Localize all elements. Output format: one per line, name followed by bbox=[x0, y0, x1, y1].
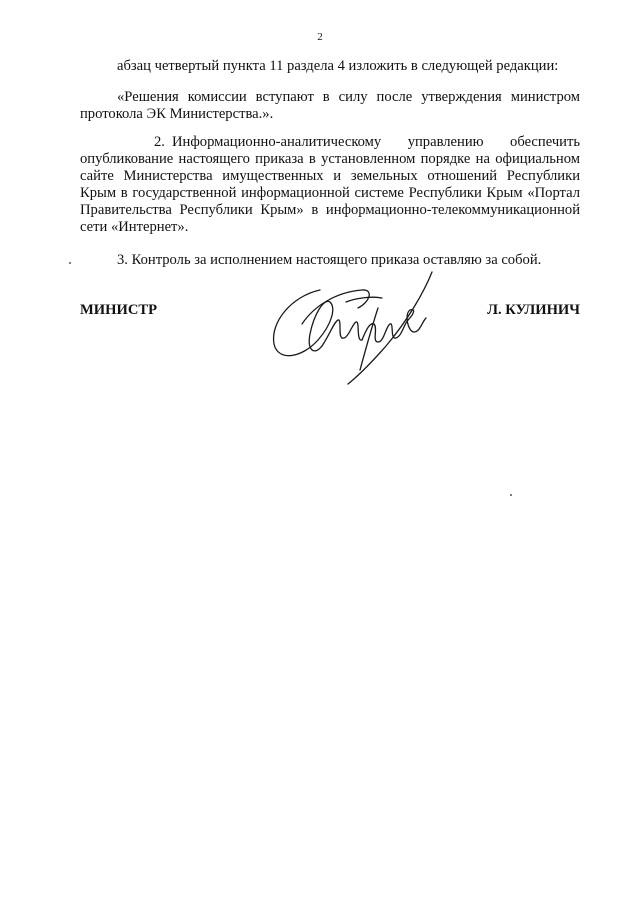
paragraph-item-3: 3. Контроль за исполнением настоящего приказа оставляю за собой. bbox=[117, 252, 542, 268]
paragraph-item-2 bbox=[80, 134, 580, 236]
signatory-name: Л. КУЛИНИЧ bbox=[487, 302, 580, 318]
scan-speck bbox=[510, 494, 512, 496]
paragraph-quoted-amendment: «Решения комиссии вступают в силу после утверждения министром протокола ЭК Министерства.». bbox=[80, 89, 580, 122]
handwritten-signature bbox=[262, 262, 452, 387]
item-text: Информационно-аналитическому управлению обеспечить опубликование настоящего приказа в установленном порядке на официальном сайте Министерства имущественных и земельных отношений Республики Крым в государственной информационной системе Республики Крым «Портал Правительства Республики Крым» в информационно-телекоммуникационной сети «Интернет». bbox=[80, 134, 580, 235]
paragraph-amendment-intro: абзац четвертый пункта 11 раздела 4 изложить в следующей редакции: bbox=[117, 58, 559, 74]
scan-speck bbox=[69, 262, 71, 264]
page-number: 2 bbox=[317, 31, 323, 43]
item-number: 2. bbox=[154, 134, 165, 150]
signatory-title: МИНИСТР bbox=[80, 302, 158, 318]
